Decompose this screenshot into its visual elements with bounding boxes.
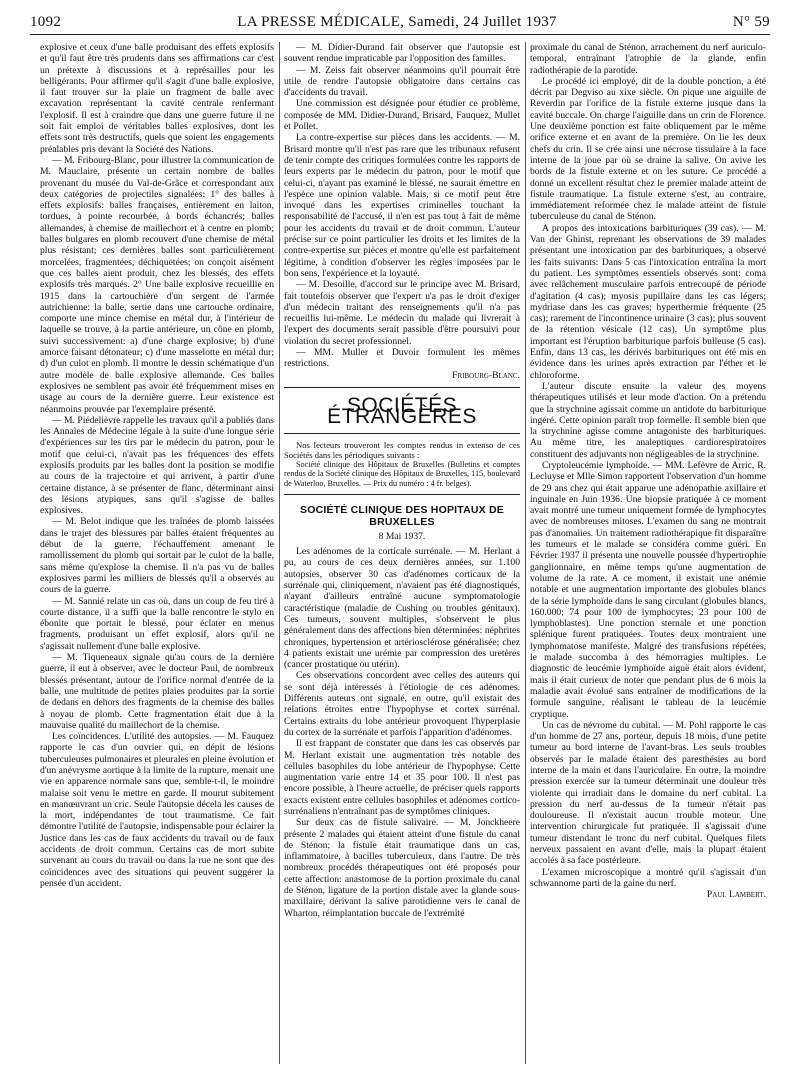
paragraph: L'auteur discute ensuite la valeur des moyens thérapeutiques utilisés et leur mode d'action. On a prétendu que la strychnine agissait comme un antidote du barbiturique ingéré. Cette opinion paraît trop formelle. Il semble bien que la strychnine agisse comme antagoniste des barbituriques. Au même titre, les analeptiques cardiorespiratoires constituent des adjuvants non négligeables de la strychnine. — [530, 380, 766, 460]
session-date: 8 Mai 1937. — [378, 530, 426, 542]
editor-note: Nos lecteurs trouveront les comptes rendus in extenso de ces Sociétés dans les périodiques suivants : — [284, 439, 520, 460]
paragraph: Les coïncidences. L'utilité des autopsies. — M. Fauquez rapporte le cas d'un ouvrier qui, en dépit de lésions tuberculeuses pulmonaires et pleurales en pleine évolution et d'un anévrysme aortique à la limite de la rupture, menait une vie en apparence normale sans que, semble-t-il, le moindre malaise soit venu le mettre en garde. Il mourut subitement en manœuvrant un cric. Seule l'autopsie décela les causes de la mort, indépendantes de tout traumatisme. Ce fait démontre l'utilité de l'autopsie, indispensable pour éclairer la Justice dans les cas de faux accidents du travail ou de faux accidents de droit commun. Certains cas de mort subite survenant au cours du travail ou dans la rue ne sont que des coïncidences avec des situations qui peuvent suggérer la pensée d'un accident. — [40, 731, 274, 889]
paragraph: Ces observations concordent avec celles des auteurs qui se sont déjà intéressés à l'étiologie de ces adénomes. Différents auteurs ont signalé, en outre, qu'il existait des relations étroites entre l'hypophyse et cortex surrénal. Certains extraits du lobe antérieur provoquent l'hyperplasie du cortex de la surrénale et parfois l'apparition d'adénomes. — [284, 670, 520, 738]
paragraph: — M. Tiqueneaux signale qu'au cours de la dernière guerre, il eut à observer, avec le docteur Paul, de nombreux blessés présentant, autour de l'orifice normal d'entrée de la balle, une multitude de petites plaies produites par la sortie de dedans en dehors des fragments de la chemise des balles à noyau de plomb. Cette fragmentation était due à la mauvaise qualité du maillechort de la chemise. — [40, 652, 274, 731]
paragraph: Cryptoleucémie lymphoïde. — MM. Lefèvre de Arric, R. Lecluyse et Mlle Simon rapportent l'observation d'un homme de 29 ans chez qui était apparue une adénopathie axillaire et inguinale en Juin 1936. Une biopsie pratiquée à ce moment avait montré une tumeur uniquement formée de lymphocytes avec de nombreuses mitoses. L'examen du sang ne montrait pas d'anomalies. Un traitement radiothérapique fit disparaître les tumeurs et le malade se considéra comme guéri. En Février 1937 il présenta une nouvelle poussée d'hypertrophie ganglionnaire, en même temps qu'une augmentation de volume de la rate. A ce moment, il existait une anémie notable et une augmentation importante des globules blancs de la série lymphoïde dans le sang circulant (globules blancs, 160.000; 74 pour 100 de lymphocytes; 23 pour 100 de lymphoblastes). Une ponction sternale et une ponction splénique furent pratiquées. Toutes deux montraient une lymphomatose manifeste. Malgré des transfusions répétées, le malade succomba à des hémorragies multiples. Le diagnostic de leucémie lymphoïde aiguë était alors évident, mais il était curieux de noter que pendant plus de 6 mois la maladie avait évolué sans entraîner de modifications de la formule sanguine, réalisant le tableau de la leucémie cryptique. — [530, 459, 766, 720]
journal-title: LA PRESSE MÉDICALE, Samedi, 24 Juillet 1937 — [237, 14, 557, 30]
column-2 — [284, 42, 520, 919]
column-3 — [530, 42, 766, 901]
page-number: 1092 — [30, 14, 62, 30]
header-rule — [30, 34, 770, 35]
section-rule — [284, 387, 520, 388]
paragraph: — M. Piédelièvre rappelle les travaux qu'il a publiés dans les Annales de Médecine légale à la suite d'une longue série d'expériences sur les tirs par le médecin du patron, pour le motif que celui-ci, n'avait pas les fréquences des effets explosifs produits par les balles dont la position se modifie au cours de la trajectoire et qui arrivent, à partir d'une certaine distance, à se présenter de flanc, déterminant ainsi des lésions atypiques, sans qu'il s'agisse de balles explosives. — [40, 414, 274, 517]
paragraph: explosive et ceux d'une balle produisant des effets explosifs et qu'il faut être très prudents dans ses affirmations car c'est un prétexte à discussions et à représailles pour les belligérants. Pour affirmer qu'il s'agit d'une balle explosive, il faut trouver sur la plaie un fragment de balle avec excavation représentant la cavité centrale renfermant l'explosif. Il est à craindre que dans une guerre future il ne soit fait emploi de véritables balles explosives, dont les effets sont très destructifs, quels que soient les engagements préalables pris devant la Société des Nations. — [40, 42, 274, 155]
paragraph: Une commission est désignée pour étudier ce problème, composée de MM. Didier-Durand, Brisard, Fauquez, Mullet et Pollet. — [284, 98, 520, 133]
section-banner: SOCIÉTÉS ÉTRANGÈRES — [327, 393, 477, 429]
editor-note-detail: Société clinique des Hôpitaux de Bruxelles (Bulletins et comptes rendus de la Société clinique des Hôpitaux de Bruxelles, 115, boulevard de Waterloo, Bruxelles. — Prix du numéro : 4 fr. belges). — [284, 459, 520, 488]
masthead — [30, 14, 770, 36]
society-heading: SOCIÉTÉ CLINIQUE DES HOPITAUX DE BRUXELLES — [300, 504, 504, 528]
paragraph: Il est frappant de constater que dans les cas observés par M. Herlant existait une augmentation très notable des cellules basophiles du lobe antérieur de l'hypophyse. Cette augmentation varie entre 14 et 35 pour 100. Il n'est pas encore possible, à l'heure actuelle, de préciser quels rapports exacts existent entre cellules basophiles et adénomes cortico-surrénaliens n'entraînant pas de symptômes cliniques. — [284, 738, 520, 817]
paragraph: — M. Zeiss fait observer néanmoins qu'il pourrait être utile de rendre l'autopsie obligatoire dans certains cas d'accidents du travail. — [284, 64, 520, 99]
issue-number: N° 59 — [732, 14, 770, 30]
paragraph: — M. Fribourg-Blanc, pour illustrer la communication de M. Mauclaire, présente un certain nombre de balles provenant du musée du Val-de-Grâce et correspondant aux deux catégories de projectiles signalées: 1° des balles à effets explosifs: balles françaises, entièrement en laiton, tordues, à pointe recourbée, à bords échancrés; balles allemandes, à chemise de maillechort et à centre en plomb; balles bulgares en plomb recouvert d'une chemise de métal plus résistant; ces dernières balles sont particulièrement morcelées, fragmentées, déchiquetées; on conçoit aisément que ces balles aient produit, chez les blessés, des effets explosifs très marqués. 2° Une balle explosive recueillie en 1915 dans la cartouchière d'un sergent de l'armée autrichienne: la balle, sertie dans une cartouche ordinaire, comporte une mince chemise en métal dur, à l'intérieur de laquelle se trouve, à la partie antérieure, un cône en plomb, suivi successivement: a) d'une charge explosive; b) d'une amorce faisant détonateur; c) d'une masselotte en métal dur; d) d'un culot en plomb. Il montre le dessin schématique d'un autre modèle de balle explosive allemande. Ces balles explosives ne semblent pas avoir été fréquemment mises en usage au cours de la dernière guerre. Leur existence est néanmoins prouvée par l'exemplaire présenté. — [40, 154, 274, 415]
section-rule — [284, 494, 520, 495]
paragraph: — M. Didier-Durand fait observer que l'autopsie est souvent rendue impraticable par l'opposition des familles. — [284, 42, 520, 65]
column-1 — [40, 42, 274, 889]
column-divider-1 — [279, 42, 280, 1064]
paragraph: — MM. Muller et Duvoir formulent les mêmes restrictions. — [284, 347, 520, 370]
paragraph: Les adénomes de la corticale surrénale. — M. Herlant a pu, au cours de ces deux dernières années, sur 1.100 autopsies, observer 30 cas d'adénomes corticaux de la surrénale qui, cliniquement, n'avaient pas été diagnostiqués, n'ayant d'ailleurs entraîné aucune symptomatologie caractéristique (maladie de Cushing ou troubles génitaux). Ces tumeurs, souvent multiples, s'observent le plus généralement dans des affections bien déterminées: néphrites chroniques, hypertension et artériosclérose généralisée; chez 4 patients existait une urémie par compression des uretères (cancer prostatique ou utérin). — [284, 546, 520, 671]
paragraph: A propos des intoxications barbituriques (39 cas). — M. Van der Ghinst, reprenant les observations de 39 malades présentant une intoxication par des barbituriques, a observé les faits suivants: Dans 5 cas l'intoxication entraîna la mort du patient. Les symptômes essentiels observés sont: coma avec relâchement musculaire parfois entrecoupé de période d'agitation (4 cas); myosis pupillaire dans les cas légers; mydriase dans les cas graves; hyperthermie fréquente (25 cas); rarement de l'incontinence urinaire (3 cas); plus souvent de la rétention vésicale (12 cas). Un symptôme plus important est l'éruption barbiturique parfois bulleuse (5 cas). Enfin, dans 13 cas, les dérivés barbituriques ont été mis en évidence dans les urines après extraction par l'éther et le chloroforme. — [530, 222, 766, 381]
paragraph: — M. Desoille, d'accord sur le principe avec M. Brisard, fait toutefois observer que l'expert n'a pas le droit d'exiger d'un médecin traitant des renseignements qu'il n'a pas recueillis lui-même. Le médecin du malade qui livrerait à l'expert des documents serait passible d'être poursuivi pour violation du secret professionnel. — [284, 279, 520, 347]
paragraph: Un cas de névrome du cubital. — M. Pohl rapporte le cas d'un homme de 27 ans, porteur, depuis 18 mois, d'une petite tumeur au bord interne de l'avant-bras. Les seuls troubles observés par le malade étaient des paresthésies au bord interne de la main et dans l'auriculaire. En outre, la moindre pression exercée sur la tumeur déterminait une douleur très violente qui irradiait dans le domaine du nerf cubital. La pression du nerf au-dessus de la tumeur n'était pas douloureuse. Il n'existait aucun trouble moteur. Une intervention chirurgicale fut pratiquée. Il s'agissait d'une tumeur distendant le tronc du nerf cubital. Quelques filets nerveux passaient en avant d'elle, mais la plupart étaient accolés à sa face postérieure. — [530, 719, 766, 867]
paragraph: proximale du canal de Sténon, arrachement du nerf auriculo-temporal, entraînant l'atrophie de la glande, enfin radiothérapie de la parotide. — [530, 42, 766, 76]
paragraph: Sur deux cas de fistule salivaire. — M. Jonckheere présente 2 malades qui étaient atteint d'une fistule du canal de Sténon; la fistule était traumatique dans un cas, inflammatoire, à bacilles tuberculeux, dans l'autre. De très nombreux procédés thérapeutiques ont été proposés pour cette affection: anastomose de la portion proximale du canal de Sténon, ligature de la portion distale avec la glande sous-maxillaire, dérivant la salive parotidienne vers le canal de Wharton, réimplantation buccale de l'extrémité — [284, 817, 520, 919]
signature: Fribourg-Blanc. — [452, 369, 520, 381]
paragraph: Le procédé ici employé, dit de la double ponction, a été décrit par Degviso au xixe siècle. On pique une aiguille de Reverdin par l'orifice de la fistule externe jusque dans la cavité buccale. On charge l'aiguille dans un crin de Florence. Une deuxième ponction est faite obliquement par le même orifice externe et en avant de la première. On lie les deux chefs du crin. Il se crée ainsi une nécrose tissulaire à la face interne de la joue par où se draine la salive. On avive les bords de la fistule externe et on les suture. Ce procédé a donné un excellent résultat chez le premier malade atteint de fistule traumatique. La fistule externe s'est, au contraire, immédiatement reformée chez le malade atteint de fistule tuberculeuse du canal de Sténon. — [530, 75, 766, 223]
column-divider-2 — [525, 42, 526, 1064]
signature: Paul Lambert. — [706, 889, 766, 901]
paragraph: — M. Belot indique que les traînées de plomb laissées dans le trajet des blessures par balles étaient fréquentes au début de la guerre, l'échauffement amenant le ramollissement du plomb qui sortait par le culot de la balle, sans même qu'explose la chemise. Il n'a pas vu de balles explosives parmi les milliers de blessés qu'il a observés au cours de la guerre. — [40, 516, 274, 596]
section-rule — [284, 433, 520, 434]
paragraph: L'examen microscopique a montré qu'il s'agissait d'un schwannome parti de la gaine du nerf. — [530, 866, 766, 889]
paragraph: — M. Sannié relate un cas où, dans un coup de feu tiré à courte distance, il a suffi que la balle rencontre le stylo en ébonite que portait le blessé, pour éclater en menus fragments, produisant un effet explosif, alors qu'il ne s'agissait nullement d'une balle explosive. — [40, 595, 274, 652]
paragraph: La contre-expertise sur pièces dans les accidents. — M. Brisard montre qu'il n'est pas rare que les tribunaux refusent de tenir compte des critiques formulées contre les rapports de leurs experts par le médecin du patron, pour le motif que celui-ci, n'ayant pas examiné le blessé, ne saurait émettre en l'espèce une opinion valable. Mais, si ce motif peut être invoqué dans les expertises criminelles touchant la responsabilité de l'accusé, il n'en est pas tout à fait de même pour les accidents du travail et de droit commun. L'auteur précise sur ce point particulier les droits et les limites de la contre-expertise sur pièces et montre qu'elle est parfaitement légitime, à condition d'observer les règles imposées par le bon sens, l'expérience et la loyauté. — [284, 132, 520, 279]
